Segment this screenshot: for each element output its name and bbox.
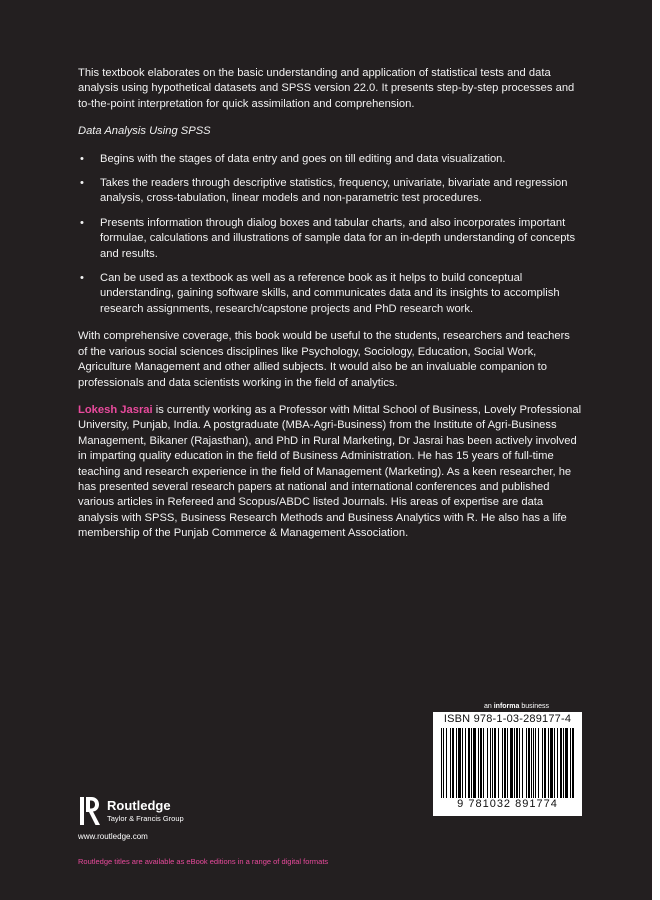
barcode-bar: [443, 728, 444, 798]
barcode-bar: [471, 728, 472, 798]
barcode-bar: [468, 728, 470, 798]
barcode-bar: [502, 728, 503, 798]
barcode-bar: [450, 728, 451, 798]
barcode-bar: [507, 728, 508, 798]
barcode-bar: [498, 728, 499, 798]
barcode-bar: [542, 728, 543, 798]
isbn-barcode: [433, 712, 582, 816]
blurb: [78, 66, 582, 542]
barcode-bar: [494, 728, 496, 798]
author-bio: is currently working as a Professor with Mittal School of Business, Lovely Professional University, Punjab, India. A postgraduate (MBA-Agri-Business) from the Institute of Agri-Business Management, Bikaner (Rajasthan), and PhD in Rural Marketing, Dr Jasrai has been actively involved in imparting quality education in the field of Business Administration. He has 15 years of full-time teaching and research experience in the field of Management (Marketing). As a keen researcher, he has presented several research papers at national and international conferences and published various articles in Refereed and Scopus/ABDC listed Journals. His areas of expertise are data analysis with SPSS, Business Research Methods and Business Analytics with R. He also has a life membership of the Punjab Commerce & Management Association.: [78, 403, 582, 540]
barcode-bar: [490, 728, 491, 798]
intro-paragraph: This textbook elaborates on the basic understanding and application of statistical tests and data analysis using hypothetical datasets and SPSS version 22.0. It presents step-by-step processes and to-the-point interpretation for quick assimilation and comprehension.: [78, 67, 575, 110]
barcode-bar: [550, 728, 553, 798]
barcode-bar: [483, 728, 484, 798]
barcode-bar: [452, 728, 454, 798]
list-item: • Takes the readers through descriptive statistics, frequency, univariate, bivariate and regression analysis, cross-tabulation, linear models and non-parametric test procedures.: [80, 177, 568, 205]
list-item: • Begins with the stages of data entry and goes on till editing and data visualization.: [78, 152, 582, 167]
barcode-bar: [557, 728, 558, 798]
barcode-bar: [504, 728, 506, 798]
book-title: Data Analysis Using SPSS: [78, 125, 211, 138]
author-name: Lokesh Jasrai: [78, 403, 153, 416]
barcode-bar: [544, 728, 546, 798]
barcode-bar: [519, 728, 520, 798]
barcode-bar: [572, 728, 574, 798]
barcode-bar: [538, 728, 539, 798]
barcode-bar: [570, 728, 571, 798]
barcode-bar: [565, 728, 568, 798]
barcode-bar: [456, 728, 457, 798]
barcode-icon: [441, 728, 574, 798]
barcode-bar: [478, 728, 479, 798]
bullet-icon: •: [80, 152, 84, 165]
bullet-icon: •: [80, 272, 84, 285]
barcode-bar: [563, 728, 564, 798]
barcode-bar: [554, 728, 555, 798]
barcode-bar: [531, 728, 532, 798]
barcode-bar: [533, 728, 534, 798]
barcode-bar: [522, 728, 523, 798]
barcode-bar: [462, 728, 463, 798]
barcode-bar: [548, 728, 549, 798]
routledge-logo-icon: [78, 795, 102, 827]
barcode-bar: [446, 728, 447, 798]
barcode-bar: [473, 728, 476, 798]
barcode-bar: [480, 728, 482, 798]
informa-tagline: an informa business: [484, 703, 549, 710]
ebook-note: Routledge titles are available as eBook editions in a range of digital formats: [78, 857, 329, 866]
barcode-bar: [514, 728, 515, 798]
barcode-bar: [487, 728, 488, 798]
barcode-bar: [441, 728, 442, 798]
list-item: • Can be used as a textbook as well as a reference book as it helps to build conceptual understanding, gaining software skills, and communicates data and its insights to accomplish research assignments, research/capstone projects and PhD research work.: [80, 272, 560, 315]
feature-list: [78, 152, 582, 318]
barcode-bar: [492, 728, 493, 798]
coverage-paragraph: With comprehensive coverage, this book would be useful to the students, researchers and teachers of the various social sciences disciplines like Psychology, Sociology, Education, Social Work, Agriculture Management and other allied subjects. It would also be an invaluable companion to professionals and data scientists working in the field of analytics.: [78, 330, 570, 389]
barcode-bar: [516, 728, 518, 798]
list-item: • Presents information through dialog boxes and tabular charts, and also incorporates important formulae, calculations and illustrations of sample data for an in-depth understanding of concepts and results.: [80, 216, 576, 260]
publisher-url[interactable]: www.routledge.com: [78, 832, 148, 841]
barcode-bar: [535, 728, 536, 798]
isbn-number: ISBN 978-1-03-289177-4: [443, 713, 572, 725]
barcode-bar: [458, 728, 461, 798]
publisher-group: Taylor & Francis Group: [107, 814, 184, 823]
barcode-bar: [560, 728, 562, 798]
bullet-icon: •: [80, 216, 84, 229]
publisher-name: Routledge: [107, 798, 171, 813]
barcode-digits: 9 781032 891774: [457, 798, 558, 810]
author-paragraph: [78, 403, 582, 542]
barcode-bar: [465, 728, 466, 798]
barcode-bar: [510, 728, 513, 798]
barcode-bar: [528, 728, 530, 798]
bullet-icon: •: [80, 177, 84, 190]
barcode-bar: [526, 728, 527, 798]
